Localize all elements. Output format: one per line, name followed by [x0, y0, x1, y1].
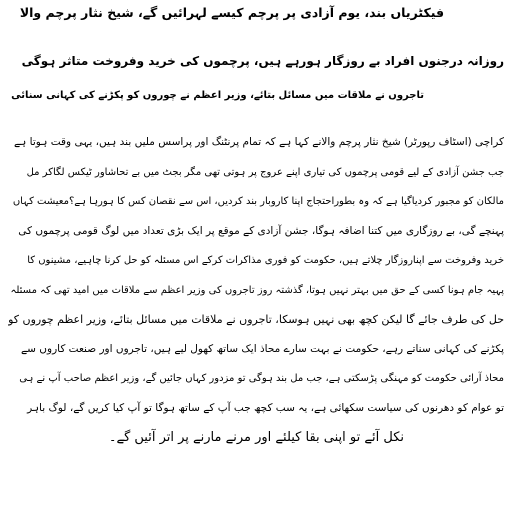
headline-line-1: فیکٹریاں بند، یوم آزادی پر پرچم کیسے لہرائیں گے، شیخ نثار پرچم والا	[19, 5, 444, 20]
body-line: خرید وفروخت سے اپناروزگار چلاتے ہیں، حکومت کو فوری مذاکرات کرکے اس مسئلہ کو حل کرنا چاہیے، مشینوں کا	[27, 255, 504, 266]
body-line: کراچی (اسٹاف رپورٹر) شیخ نثار پرچم والانے کہا ہے کہ تمام پرنٹنگ اور پراسس ملیں بند ہیں، یہی وقت ہوتا ہے	[14, 136, 504, 148]
body-line: حل کی طرف جائے گا لیکن کچھ بھی نہیں ہوسکا، تاجروں نے ملاقات میں مسائل بتائے، وزیر اعظم چوروں کو	[8, 313, 504, 326]
body-line: محاذ آرائی حکومت کو مہنگی پڑسکتی ہے، جب مل بند ہوگی تو مزدور کہاں جائیں گے، وزیر اعظم صاحب آپ نے ہی	[19, 373, 504, 384]
body-line: پکڑنے کی کہانی سناتے رہے، حکومت نے بہت سارے محاذ ایک ساتھ کھول لیے ہیں، تاجروں اور صنعت کاروں سے	[21, 342, 504, 355]
headline-line-3: تاجروں نے ملاقات میں مسائل بتائے، وزیر اعظم نے چوروں کو پکڑنے کی کہانی سنائی	[11, 90, 424, 101]
article-body	[8, 128, 504, 453]
body-line: پہیہ جام ہونا کسی کے حق میں بہتر نہیں ہوتا، گذشتہ روز تاجروں کی وزیر اعظم سے ملاقات میں امید تھی کہ مسئلہ	[10, 284, 504, 296]
headline-line-2: روزانہ درجنوں افراد بے روزگار ہورہے ہیں، پرچموں کی خرید وفروخت متاثر ہوگی	[21, 54, 504, 68]
body-line: تو عوام کو دھرنوں کی سیاست سکھائی ہے، یہ سب کچھ جب آپ کے ساتھ ہوگا تو آپ کیا کریں گے، لوگ باہر	[27, 401, 504, 414]
body-line: مالکان کو مجبور کردیاگیا ہے کہ وہ بطوراحتجاج اپنا کاروبار بند کردیں، اس سے نقصان کس کا ہورہا ہے؟معیشت کہاں	[12, 196, 504, 207]
body-line: پہنچے گی، بے روزگاری میں کتنا اضافہ ہوگا، جشن آزادی کے موقع پر ایک بڑی تعداد میں لوگ قومی پرچموں کی	[18, 224, 504, 237]
body-line: نکل آئے تو اپنی بقا کیلئے اور مرنے مارنے پر اتر آئیں گے۔	[108, 430, 404, 445]
body-line: جب جشن آزادی کے لیے قومی پرچموں کی تیاری اپنے عروج پر ہوتی تھی مگر بجٹ میں بے تحاشاور ٹیکس لگاکر مل	[26, 166, 504, 178]
